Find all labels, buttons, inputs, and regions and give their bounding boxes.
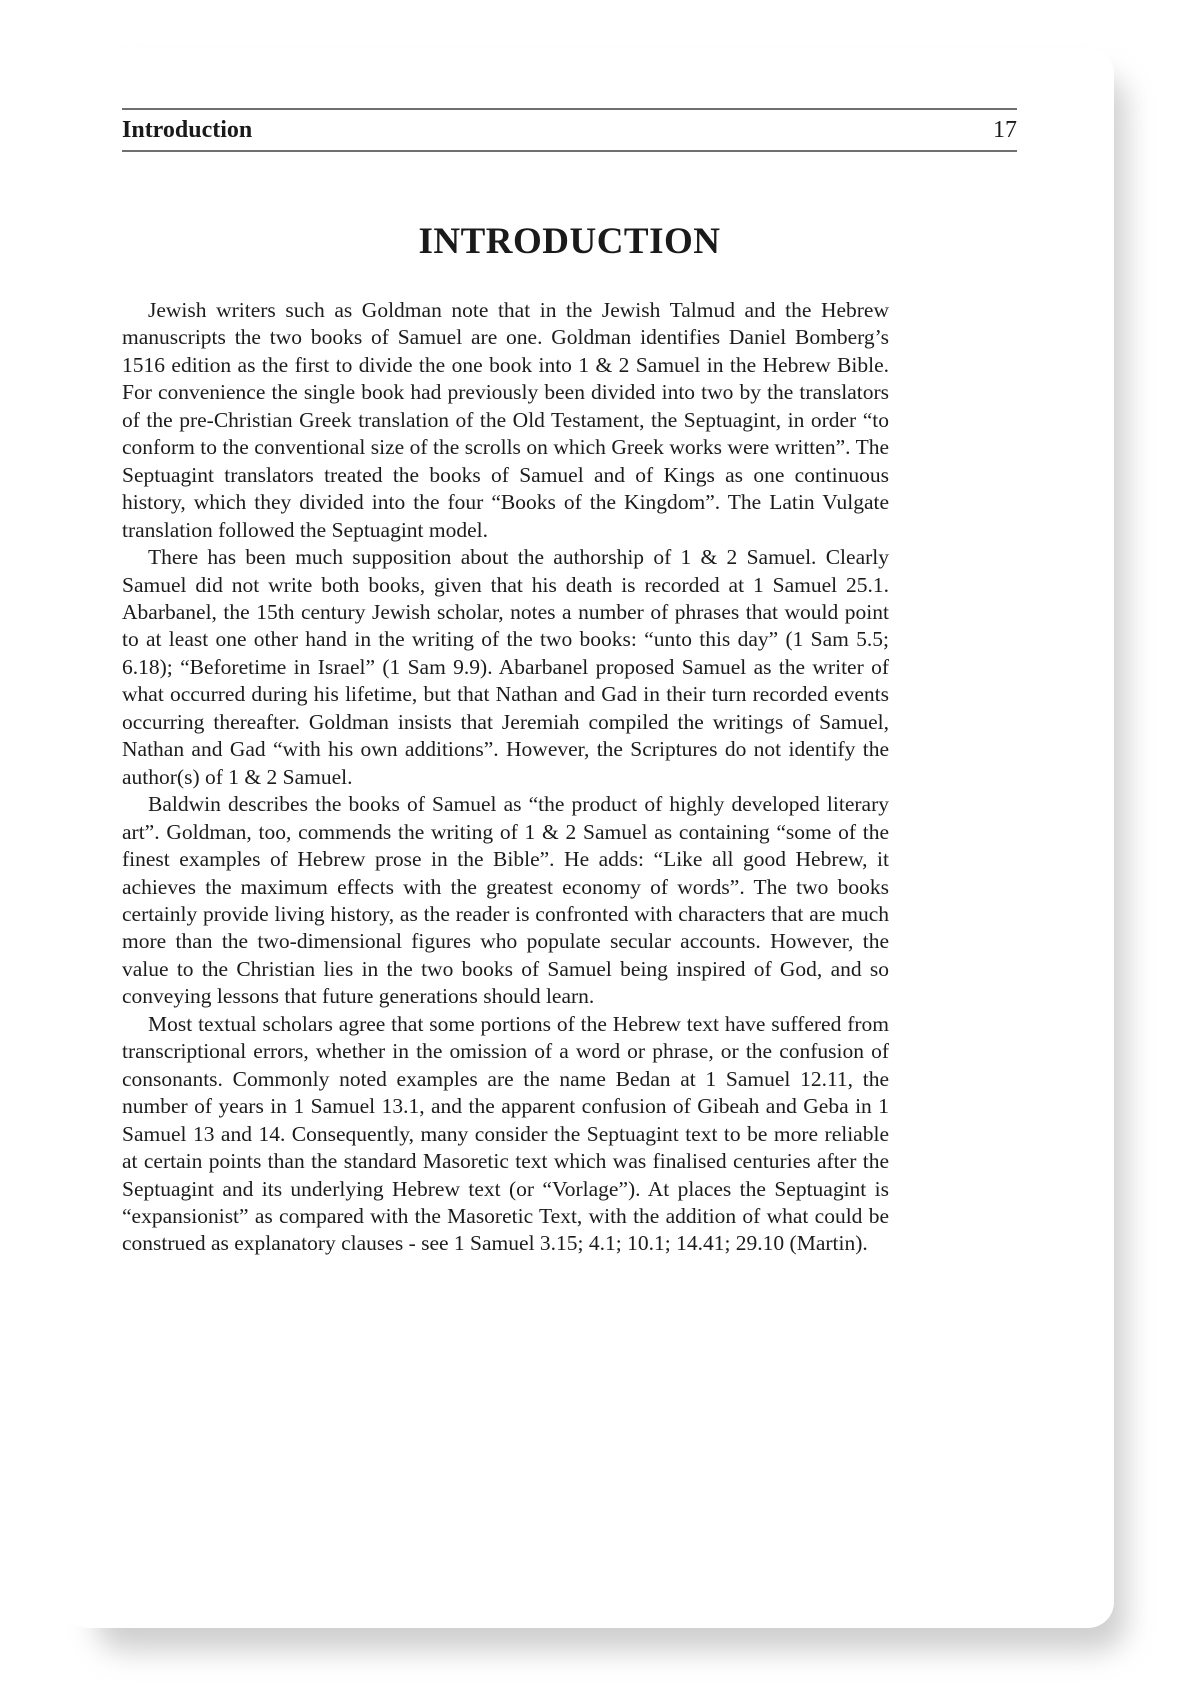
running-head <box>122 108 1017 152</box>
paragraph: Jewish writers such as Goldman note that in the Jewish Talmud and the Hebrew manuscripts the two books of Samuel are one. Goldman identifies Daniel Bomberg’s 1516 edition as the first to divide the one book into 1 & 2 Samuel in the Hebrew Bible. For convenience the single book had previously been divided into two by the translators of the pre-Christian Greek translation of the Old Testament, the Septuagint, in order “to conform to the conventional size of the scrolls on which Greek works were written”. The Septuagint translators treated the books of Samuel and of Kings as one continuous history, which they divided into the four “Books of the Kingdom”. The Latin Vulgate translation followed the Septuagint model. <box>122 298 889 542</box>
paragraph: Baldwin describes the books of Samuel as “the product of highly developed literary art”. Goldman, too, commends the writing of 1 & 2 Samuel as containing “some of the finest examples of Hebrew prose in the Bible”. He adds: “Like all good Hebrew, it achieves the maximum effects with the greatest economy of words”. The two books certainly provide living history, as the reader is confronted with characters that are much more than the two-dimensional figures who populate secular accounts. However, the value to the Christian lies in the two books of Samuel being inspired of God, and so conveying lessons that future generations should learn. <box>122 792 889 1009</box>
chapter-title: INTRODUCTION <box>418 221 721 262</box>
running-head-section-title: Introduction <box>122 117 253 143</box>
paragraph: Most textual scholars agree that some portions of the Hebrew text have suffered from transcriptional errors, whether in the omission of a word or phrase, or the confusion of consonants. Commonly noted examples are the name Bedan at 1 Samuel 12.11, the number of years in 1 Samuel 13.1, and the apparent confusion of Gibeah and Geba in 1 Samuel 13 and 14. Consequently, many consider the Septuagint text to be more reliable at certain points than the standard Masoretic text which was finalised centuries after the Septuagint and its underlying Hebrew text (or “Vorlage”). At places the Septuagint is “expansionist” as compared with the Masoretic Text, with the addition of what could be construed as explanatory clauses - see 1 Samuel 3.15; 4.1; 10.1; 14.41; 29.10 (Martin). <box>122 1011 889 1256</box>
paragraph: There has been much supposition about the authorship of 1 & 2 Samuel. Clearly Samuel did not write both books, given that his death is recorded at 1 Samuel 25.1. Abarbanel, the 15th century Jewish scholar, notes a number of phrases that would point to at least one other hand in the writing of the two books: “unto this day” (1 Sam 5.5; 6.18); “Beforetime in Israel” (1 Sam 9.9). Abarbanel proposed Samuel as the writer of what occurred during his lifetime, but that Nathan and Gad in their turn recorded events occurring thereafter. Goldman insists that Jeremiah compiled the writings of Samuel, Nathan and Gad “with his own additions”. However, the Scriptures do not identify the author(s) of 1 & 2 Samuel. <box>122 545 889 789</box>
page-number: 17 <box>993 117 1017 143</box>
body-text <box>122 297 889 1258</box>
